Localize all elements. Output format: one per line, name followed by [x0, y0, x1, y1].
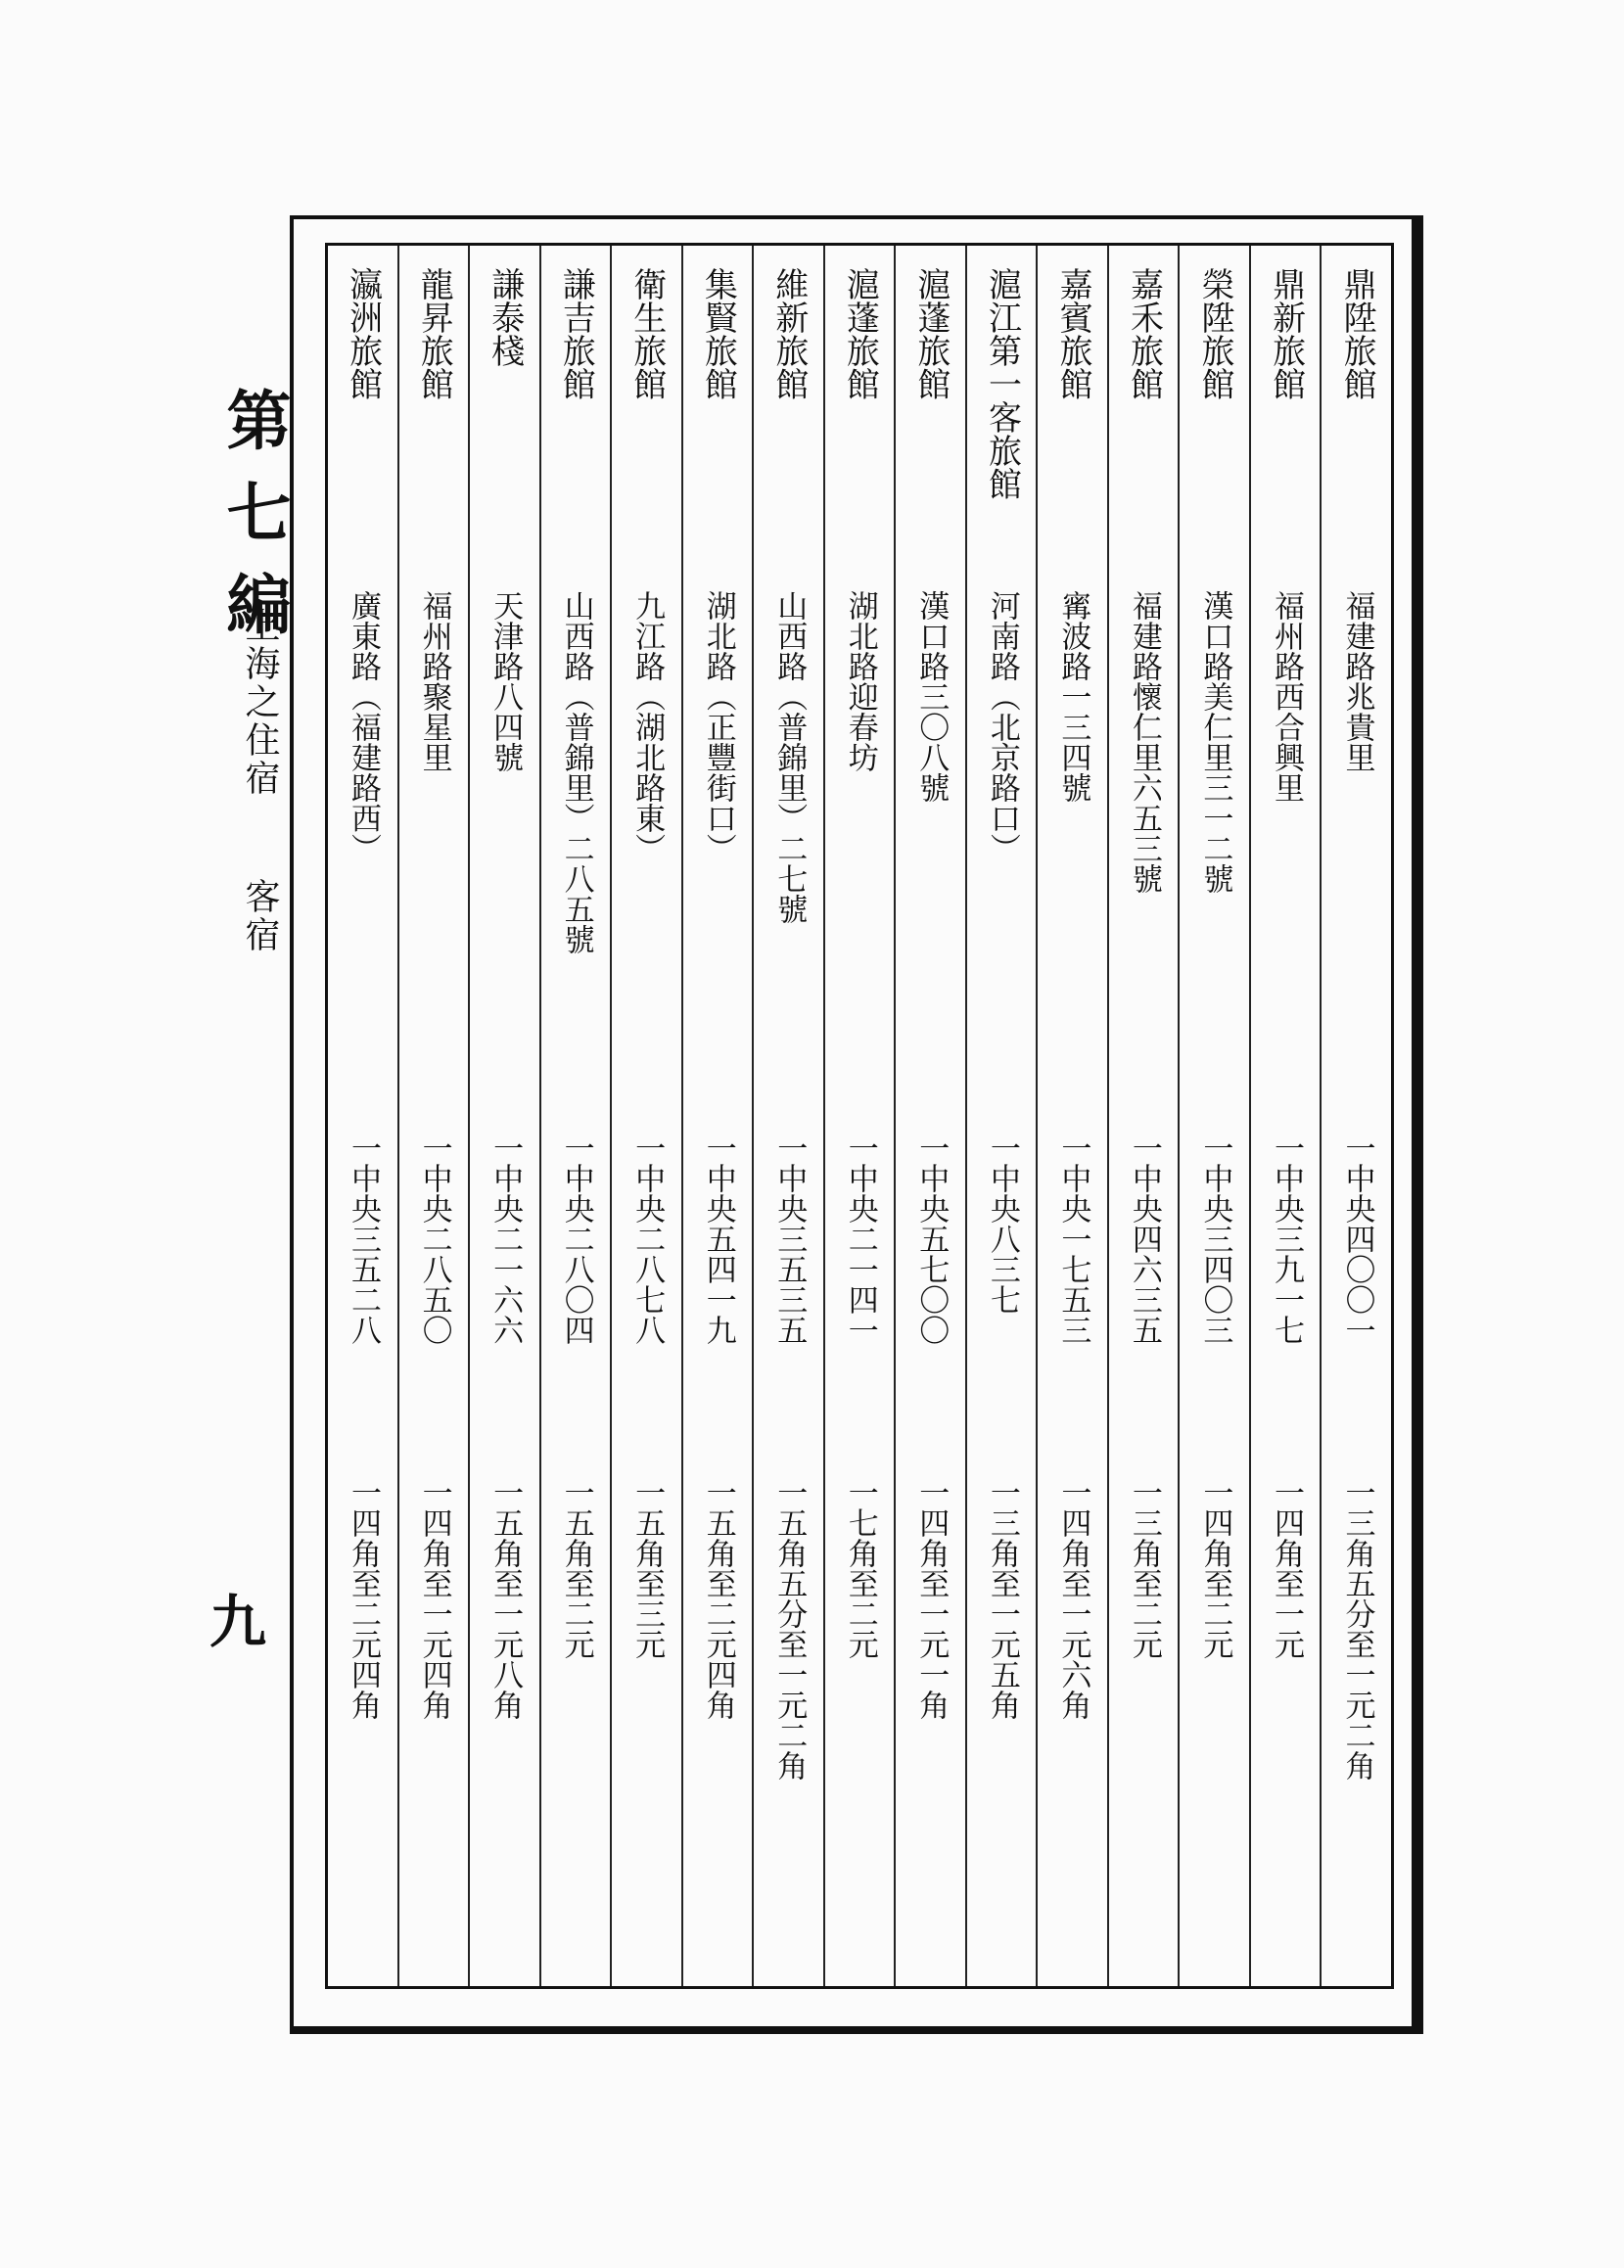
hotel-address: 天津路八四號 [487, 590, 524, 772]
subsection-title: 客宿 [240, 878, 280, 954]
hotel-name: 謙泰棧 [485, 267, 525, 367]
hotel-name: 榮陞旅館 [1195, 267, 1235, 400]
hotel-telephone: 一中央八三七 [984, 1133, 1020, 1315]
hotel-price: 一四角至一元一角 [913, 1477, 950, 1720]
hotel-telephone: 一中央三九一七 [1268, 1133, 1304, 1345]
hotel-telephone: 一中央五四一九 [700, 1133, 736, 1345]
hotel-telephone: 一中央三五二八 [346, 1133, 382, 1345]
hotel-address: 福州路聚星里 [416, 590, 452, 772]
hotel-address: 湖北路（正豐街口） [700, 590, 736, 863]
hotel-name: 嘉禾旅館 [1124, 267, 1164, 400]
hotel-address: 寗波路一三四號 [1055, 590, 1091, 803]
table-row [468, 246, 539, 1986]
hotel-address: 漢口路三〇八號 [913, 590, 950, 803]
table-row [539, 246, 611, 1986]
hotel-address: 福州路西合興里 [1268, 590, 1304, 803]
volume-title: 第七編 [215, 387, 292, 663]
hotel-address: 廣東路（福建路西） [346, 590, 382, 863]
hotel-price: 一四角至一元六角 [1055, 1477, 1091, 1720]
table-row [1320, 246, 1391, 1986]
hotel-telephone: 一中央二八七八 [629, 1133, 666, 1345]
hotel-price: 一三角至二元 [1126, 1477, 1162, 1659]
section-heading [235, 607, 285, 954]
table-row [1249, 246, 1321, 1986]
hotel-price: 一三角五分至一元二角 [1339, 1477, 1375, 1781]
table-row [965, 246, 1037, 1986]
hotel-telephone: 一中央二八五〇 [416, 1133, 452, 1345]
hotel-telephone: 一中央四六三五 [1126, 1133, 1162, 1345]
hotel-telephone: 一中央一七五三 [1055, 1133, 1091, 1345]
table-row [681, 246, 753, 1986]
hotel-telephone: 一中央三四〇三 [1197, 1133, 1233, 1345]
table-row [1107, 246, 1179, 1986]
table-row [752, 246, 823, 1986]
table-row [397, 246, 469, 1986]
hotel-name: 龍昇旅館 [414, 267, 454, 400]
table-row [823, 246, 895, 1986]
table-row [1036, 246, 1107, 1986]
hotel-table [325, 243, 1394, 1989]
section-title: 上海之住宿 [240, 607, 280, 798]
hotel-name: 鼎新旅館 [1266, 267, 1306, 400]
hotel-name: 嘉賓旅館 [1052, 267, 1092, 400]
hotel-telephone: 一中央三五三五 [771, 1133, 808, 1345]
hotel-price: 一七角至二元 [842, 1477, 878, 1659]
hotel-telephone: 一中央二一四一 [842, 1133, 878, 1345]
hotel-price: 一五角至一元八角 [487, 1477, 524, 1720]
hotel-price: 一五角至二元 [558, 1477, 594, 1659]
hotel-telephone: 一中央二一六六 [487, 1133, 524, 1345]
hotel-price: 一四角至二元 [1197, 1477, 1233, 1659]
page-number: 九 [209, 1589, 267, 1655]
hotel-price: 一五角五分至一元二角 [771, 1477, 808, 1781]
hotel-price: 一五角至二元四角 [700, 1477, 736, 1720]
hotel-name: 瀛洲旅館 [343, 267, 383, 400]
table-row [610, 246, 681, 1986]
hotel-address: 河南路（北京路口） [984, 590, 1020, 863]
hotel-price: 一四角至一元 [1268, 1477, 1304, 1659]
hotel-name: 滬江第一客旅館 [982, 267, 1022, 500]
hotel-telephone: 一中央五七〇〇 [913, 1133, 950, 1345]
hotel-name: 滬蓬旅館 [840, 267, 880, 400]
hotel-address: 湖北路迎春坊 [842, 590, 878, 772]
table-row [1178, 246, 1249, 1986]
hotel-price: 一五角至三元 [629, 1477, 666, 1659]
hotel-name: 謙吉旅館 [556, 267, 596, 400]
hotel-price: 一四角至一元四角 [416, 1477, 452, 1720]
hotel-telephone: 一中央二八〇四 [558, 1133, 594, 1345]
hotel-address: 福建路懷仁里六五三號 [1126, 590, 1162, 894]
hotel-address: 山西路（普錦里）二七號 [771, 590, 808, 924]
hotel-name: 鼎陞旅館 [1337, 267, 1377, 400]
hotel-name: 維新旅館 [768, 267, 809, 400]
hotel-name: 集賢旅館 [698, 267, 738, 400]
table-row [894, 246, 965, 1986]
hotel-price: 一四角至二元四角 [346, 1477, 382, 1720]
hotel-address: 漢口路美仁里三一二號 [1197, 590, 1233, 894]
hotel-address: 九江路（湖北路東） [629, 590, 666, 863]
hotel-name: 滬蓬旅館 [910, 267, 951, 400]
table-row [328, 246, 397, 1986]
hotel-price: 一三角至一元五角 [984, 1477, 1020, 1720]
hotel-telephone: 一中央四〇〇一 [1339, 1133, 1375, 1345]
hotel-name: 衛生旅館 [626, 267, 667, 400]
hotel-address: 福建路兆貴里 [1339, 590, 1375, 772]
hotel-address: 山西路（普錦里）二八五號 [558, 590, 594, 954]
